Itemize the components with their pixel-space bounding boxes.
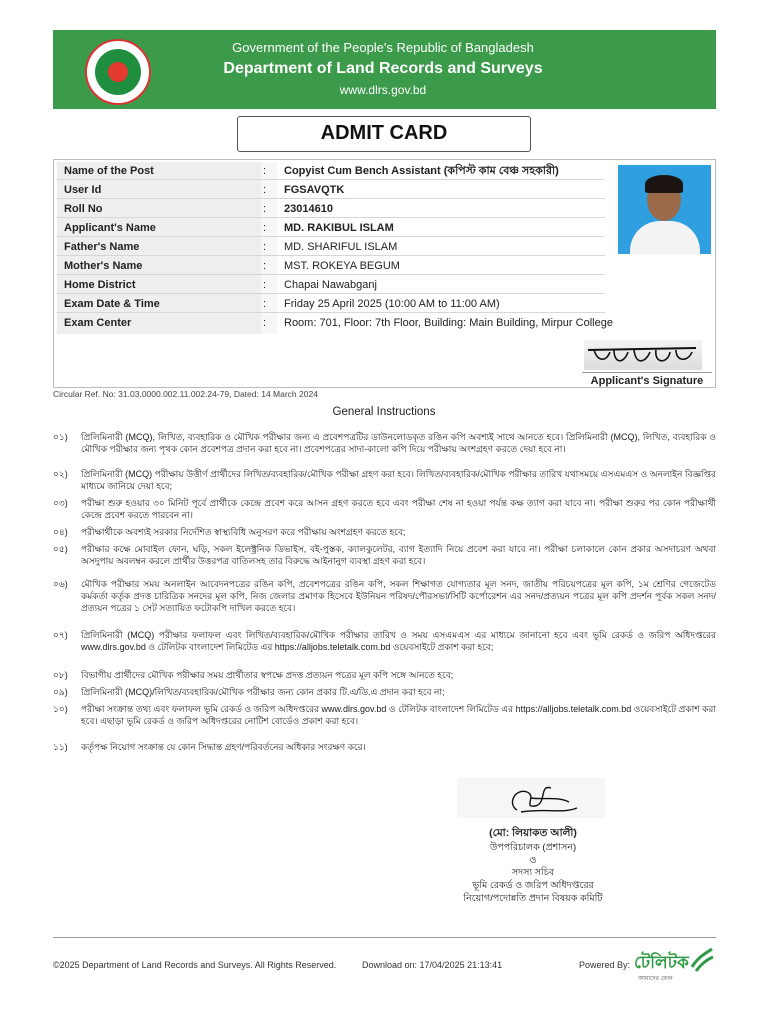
info-value: Friday 25 April 2025 (10:00 AM to 11:00 AM) (284, 298, 500, 310)
officer-office: ভূমি রেকর্ড ও জরিপ অধিদপ্তরের (472, 880, 594, 891)
teletalk-logo-subtext: আমাদের ফোন (638, 976, 673, 982)
info-label: Applicant's Name (64, 222, 156, 234)
info-value: Copyist Cum Bench Assistant (কপিস্ট কাম বেঞ্চ সহকারী) (284, 165, 559, 177)
info-value: Room: 701, Floor: 7th Floor, Building: Main Building, Mirpur College (284, 317, 613, 329)
info-label: Name of the Post (64, 165, 154, 177)
officer-signature-image (457, 778, 605, 818)
government-seal-icon (85, 39, 151, 105)
applicant-photo (618, 165, 711, 254)
officer-and: ও (529, 855, 537, 866)
info-row-post: Name of the Post : Copyist Cum Bench Assistant (কপিস্ট কাম বেঞ্চ সহকারী) (57, 162, 605, 180)
info-value: FGSAVQTK (284, 184, 345, 196)
header-banner (53, 30, 716, 109)
info-row-applicant-name: Applicant's Name : MD. RAKIBUL ISLAM (57, 219, 605, 237)
footer-divider (53, 937, 716, 938)
teletalk-logo (634, 945, 716, 985)
info-row-home-district: Home District : Chapai Nawabganj (57, 276, 605, 294)
info-label: Exam Date & Time (64, 298, 160, 310)
government-name: Government of the People's Republic of Bangladesh (232, 40, 534, 55)
footer-copyright: ©2025 Department of Land Records and Surveys. All Rights Reserved. (53, 960, 337, 970)
info-row-mother-name: Mother's Name : MST. ROKEYA BEGUM (57, 257, 605, 275)
info-row-exam-date: Exam Date & Time : Friday 25 April 2025 (10:00 AM to 11:00 AM) (57, 295, 605, 313)
applicant-signature-label: Applicant's Signature (582, 372, 712, 387)
officer-secretary: সদস্য সচিব (511, 867, 555, 878)
info-label: Exam Center (64, 317, 132, 329)
instructions-title: General Instructions (332, 406, 436, 418)
info-value: Chapai Nawabganj (284, 279, 377, 291)
info-label: Father's Name (64, 241, 140, 253)
info-value: MD. RAKIBUL ISLAM (284, 222, 394, 234)
info-row-user-id: User Id : FGSAVQTK (57, 181, 605, 199)
officer-designation: উপপরিচালক (প্রশাসন) (489, 842, 577, 853)
info-row-roll: Roll No : 23014610 (57, 200, 605, 218)
applicant-info-box (53, 159, 716, 388)
info-value: MST. ROKEYA BEGUM (284, 260, 400, 272)
info-label: Home District (64, 279, 136, 291)
teletalk-wave-icon (688, 945, 714, 975)
officer-name: (মো: লিয়াকত আলী) (489, 827, 577, 839)
page-title: ADMIT CARD (237, 116, 531, 152)
info-value: MD. SHARIFUL ISLAM (284, 241, 398, 253)
footer-powered-by: Powered By: (579, 960, 631, 970)
applicant-signature-image (584, 340, 702, 370)
info-label: Mother's Name (64, 260, 143, 272)
department-name: Department of Land Records and Surveys (223, 60, 543, 77)
info-row-father-name: Father's Name : MD. SHARIFUL ISLAM (57, 238, 605, 256)
circular-reference: Circular Ref. No: 31.03.0000.002.11.002.24-79, Dated: 14 March 2024 (53, 389, 318, 399)
info-label: User Id (64, 184, 102, 196)
teletalk-logo-text: টেলিটক (634, 953, 689, 972)
officer-committee: নিয়োগ/পদোন্নতি প্রদান বিষয়ক কমিটি (463, 893, 603, 904)
info-label: Roll No (64, 203, 103, 215)
footer-download-time: Download on: 17/04/2025 21:13:41 (362, 960, 503, 970)
info-row-exam-center: Exam Center : Room: 701, Floor: 7th Floor, Building: Main Building, Mirpur College (57, 314, 605, 332)
department-website: www.dlrs.gov.bd (339, 83, 427, 97)
info-value: 23014610 (284, 203, 333, 215)
